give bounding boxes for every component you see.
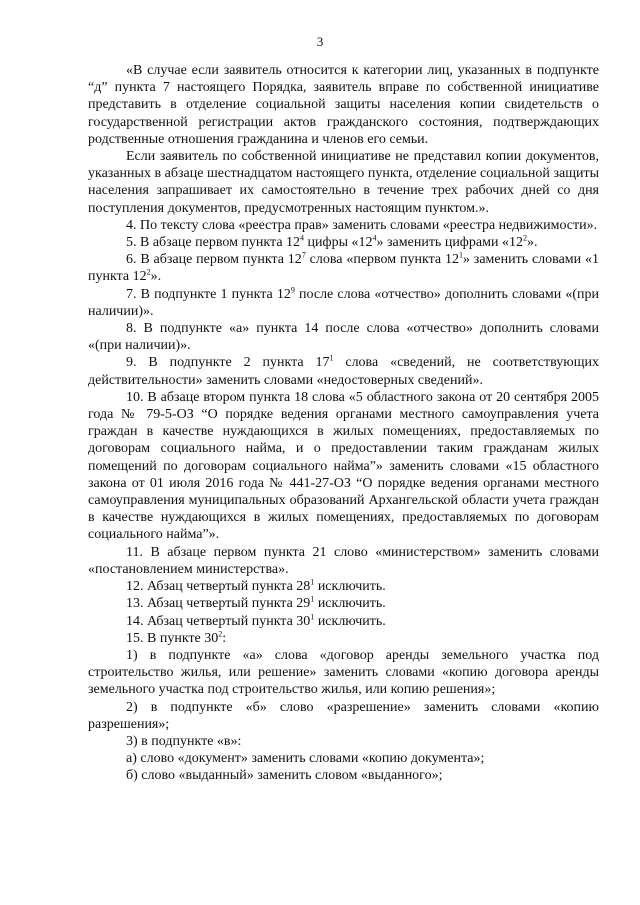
paragraph-p10: 11. В абзаце первом пункта 21 слово «министерством» заменить словами «постановлением министерства». xyxy=(88,544,599,577)
text-run: 7. В подпункте 1 пункта 12 xyxy=(126,286,291,302)
text-run: 12. Абзац четвертый пункта 28 xyxy=(126,579,311,595)
paragraph-p03: 4. По тексту слова «реестра прав» заменить словами «реестра недвижимости». xyxy=(126,217,598,233)
text-run: : xyxy=(222,630,227,646)
text-run: слова «первом пункта 12 xyxy=(305,252,459,268)
text-run: исключить. xyxy=(314,579,386,595)
paragraph-p06 xyxy=(88,286,599,320)
superscript: 1 xyxy=(310,611,315,621)
paragraph-p04 xyxy=(88,234,599,251)
paragraph-p07: 8. В подпункте «а» пункта 14 после слова «отчество» дополнить словами «(при наличии)». xyxy=(88,321,599,354)
text-run: » заменить цифрами «12 xyxy=(376,235,523,251)
superscript: 1 xyxy=(310,577,315,587)
superscript: 7 xyxy=(301,250,306,260)
superscript: 9 xyxy=(290,284,295,294)
superscript: 4 xyxy=(372,233,377,243)
paragraph-p08 xyxy=(88,354,599,388)
text-run: 5. В абзаце первом пункта 12 xyxy=(126,235,301,251)
paragraph-p16: 2) в подпункте «б» слово «разрешение» заменить словами «копию разрешения»; xyxy=(88,699,599,732)
superscript: 1 xyxy=(310,594,315,604)
text-run: 9. В подпункте 2 пункта 17 xyxy=(126,355,330,371)
text-run: 14. Абзац четвертый пункта 30 xyxy=(126,613,311,629)
paragraph-p19: б) слово «выданный» заменить словом «выданного»; xyxy=(126,768,443,784)
document-body xyxy=(88,62,599,785)
text-run: 15. В пункте 30 xyxy=(126,630,219,646)
text-run: ». xyxy=(526,235,538,251)
text-run: слова «сведений, не соответствующих действительности» заменить словами «недостоверных сведений». xyxy=(88,355,599,388)
paragraph-p17: 3) в подпункте «в»: xyxy=(126,733,242,749)
paragraph-p15: 1) в подпункте «а» слова «договор аренды земельного участка под строительство жилья, или решение» заменить словами «копию договора аренды земельного участка под строительство жилья, или копию решения»; xyxy=(88,647,599,698)
paragraph-p01: «В случае если заявитель относится к категории лиц, указанных в подпункте “д” пункта 7 настоящего Порядка, заявитель вправе по собственной инициативе представить в отделение социальной защиты населения копии свидетельств о государственной регистрации актов гражданского состояния, подтверждающих родственные отношения гражданина и членов его семьи. xyxy=(88,63,599,147)
text-run: после слова «отчество» дополнить словами «(при наличии)». xyxy=(88,286,599,319)
superscript: 2 xyxy=(522,233,527,243)
paragraph-p05 xyxy=(88,251,599,285)
text-run: цифры «12 xyxy=(304,235,373,251)
text-run: исключить. xyxy=(314,596,386,612)
paragraph-p11 xyxy=(88,578,599,595)
superscript: 2 xyxy=(218,629,223,639)
paragraph-p02: Если заявитель по собственной инициативе не представил копии документов, указанных в абзаце шестнадцатом настоящего пункта, отделение социальной защиты населения запрашивает их самостоятельно в течение трех рабочих дней со дня поступления документов, предусмотренных настоящим пунктом.». xyxy=(88,149,599,216)
paragraph-p12 xyxy=(88,595,599,612)
text-run: 13. Абзац четвертый пункта 29 xyxy=(126,596,311,612)
superscript: 2 xyxy=(146,267,151,277)
superscript: 1 xyxy=(458,250,463,260)
paragraph-p14 xyxy=(88,630,599,647)
superscript: 1 xyxy=(329,353,334,363)
paragraph-p18: а) слово «документ» заменить словами «копию документа»; xyxy=(126,751,485,767)
text-run: ». xyxy=(150,269,162,285)
text-run: 6. В абзаце первом пункта 12 xyxy=(126,252,302,268)
paragraph-p09: 10. В абзаце втором пункта 18 слова «5 областного закона от 20 сентября 2005 года № 79-5-ОЗ “О порядке ведения органами местного самоуправления учета граждан в качестве нуждающихся в жилых помещениях, предоставляемых по договорам социального найма, и о предоставлении таким гражданам жилых помещений по договорам социального найма”» заменить словами «15 областного закона от 01 июля 2016 года № 441-27-ОЗ “О порядке ведения органами местного самоуправления муниципальных образований Архангельской области учета граждан в качестве нуждающихся в жилых помещениях, предоставляемых по договорам социального найма”». xyxy=(88,389,599,543)
superscript: 4 xyxy=(300,233,305,243)
text-run: » заменить словами «1 пункта 12 xyxy=(88,252,599,285)
text-run: исключить. xyxy=(314,613,386,629)
paragraph-p13 xyxy=(88,613,599,630)
page-number: 3 xyxy=(316,34,324,49)
